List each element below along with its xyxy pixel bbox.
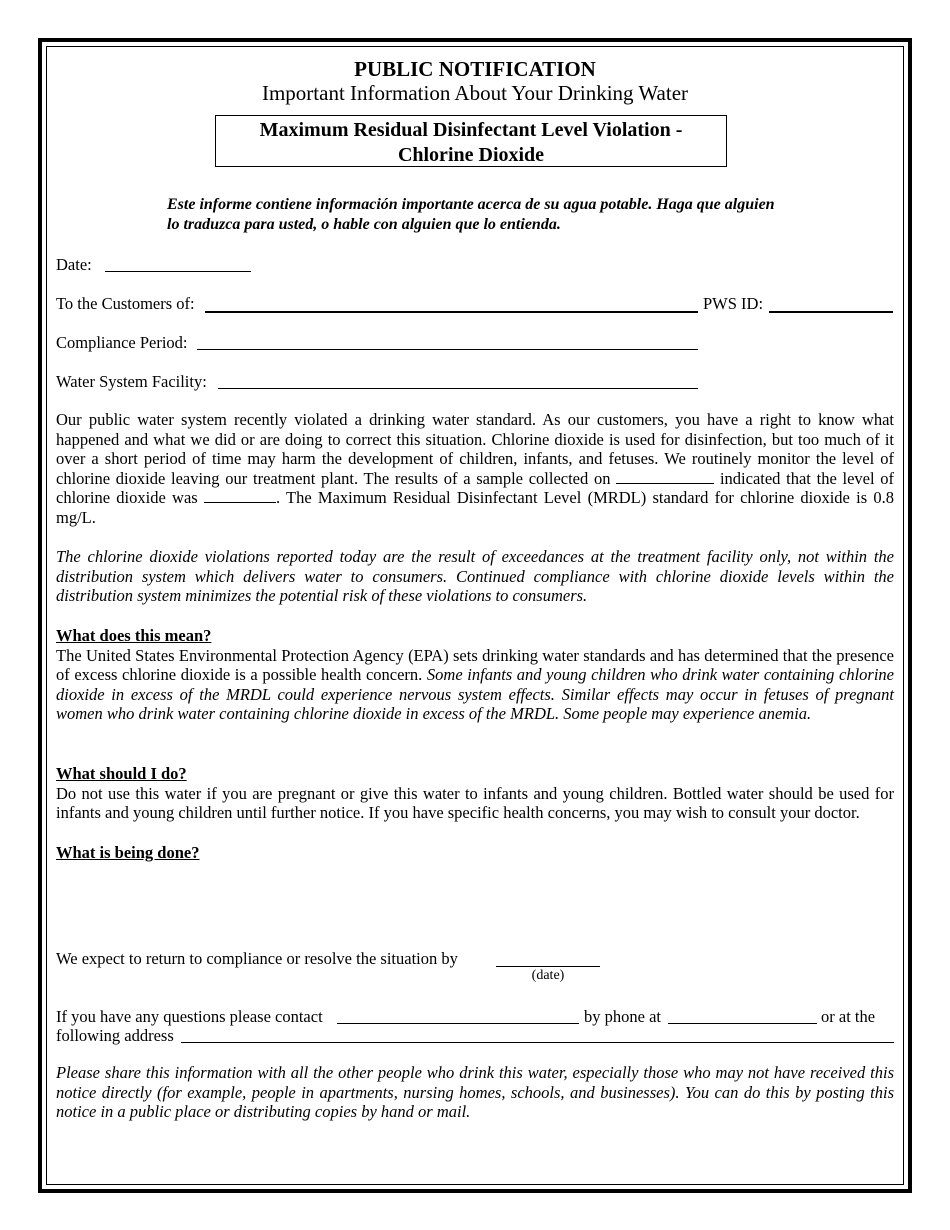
contact-text-4: following address [56,1026,174,1045]
violation-title-line1: Maximum Residual Disinfectant Level Violation - [259,119,683,141]
share-notice: Please share this information with all the other people who drink this water, especially those who may not have received this notice directly (for example, people in apartments, nursing homes, schools, and businesses). You can do this by posting this notice in a public place or distributing copies by hand or mail. [56,1063,894,1121]
heading-what-should-i-do: What should I do? [56,764,187,783]
contact-address-field[interactable] [181,1042,894,1043]
page-subtitle: Important Information About Your Drinking Water [261,81,689,105]
return-compliance-text: We expect to return to compliance or resolve the situation by [56,949,458,968]
chlorine-level-blank[interactable] [204,488,276,503]
sample-date-blank[interactable] [616,469,714,484]
return-date-field[interactable] [496,966,600,967]
violation-title-box [215,115,727,167]
compliance-period-label: Compliance Period: [56,333,188,352]
customers-field[interactable] [205,311,698,313]
intro-text-1: Our public water system recently violated a drinking water standard. As our customers, you have a right to know what happened and what we did or are doing to correct this situation. Chlorine dioxide is used for disinfection, but too much of it over a short period of time may harm the development of children, infants, and fetuses. We routinely monitor the level of chlorine dioxide leaving our treatment plant. The results of a sample collected on [56,410,894,488]
facility-label: Water System Facility: [56,372,207,391]
facility-field[interactable] [218,388,698,389]
contact-text-2: by phone at [584,1007,661,1026]
pws-id-label: PWS ID: [703,294,764,313]
section-what-is-being-done [56,843,894,863]
compliance-period-field[interactable] [197,349,698,350]
contact-text-3: or at the [821,1007,876,1026]
mean-text-2: Some infants and young children who drink water containing chlorine dioxide in excess of the MRDL could experience nervous system effects. Similar effects may occur in fetuses of pregnant women who drink water containing chlorine dioxide in excess of the MRDL. Some people may experience anemia. [56,665,894,723]
contact-phone-field[interactable] [668,1023,817,1024]
should-text: Do not use this water if you are pregnant or give this water to infants and young children. Bottled water should be used for infants and young children until further notice. If you have specific health concerns, you may wish to consult your doctor. [56,783,894,822]
heading-what-is-being-done: What is being done? [56,843,200,862]
date-label: Date: [56,255,92,274]
date-field[interactable] [105,271,251,272]
section-what-should-i-do [56,764,894,823]
pws-id-field[interactable] [769,311,893,313]
page-title: PUBLIC NOTIFICATION [354,57,596,81]
treatment-facility-note: The chlorine dioxide violations reported today are the result of exceedances at the treatment facility only, not within the distribution system which delivers water to consumers. Continued compliance with chlorine dioxide levels within the distribution system minimizes the potential risk of these violations to consumers. [56,547,894,605]
intro-paragraph [56,410,894,527]
date-caption: (date) [531,968,565,983]
section-what-does-this-mean [56,626,894,724]
heading-what-does-this-mean: What does this mean? [56,626,212,645]
spanish-notice: Este informe contiene información importante acerca de su agua potable. Haga que alguien lo traduzca para usted, o hable con alguien que lo entienda. [167,196,775,233]
contact-text-1: If you have any questions please contact [56,1007,323,1026]
customers-label: To the Customers of: [56,294,195,313]
violation-title-line2: Chlorine Dioxide [397,144,545,166]
mean-text-1: The United States Environmental Protection Agency (EPA) sets drinking water standards and has determined that the presence of excess chlorine dioxide is a possible health concern. [56,645,894,684]
intro-text-2: indicated that the level of chlorine dioxide was [56,468,895,507]
contact-name-field[interactable] [337,1023,579,1024]
intro-text-3: . The Maximum Residual Disinfectant Level (MRDL) standard for chlorine dioxide is 0.8 mg/L. [56,488,894,527]
